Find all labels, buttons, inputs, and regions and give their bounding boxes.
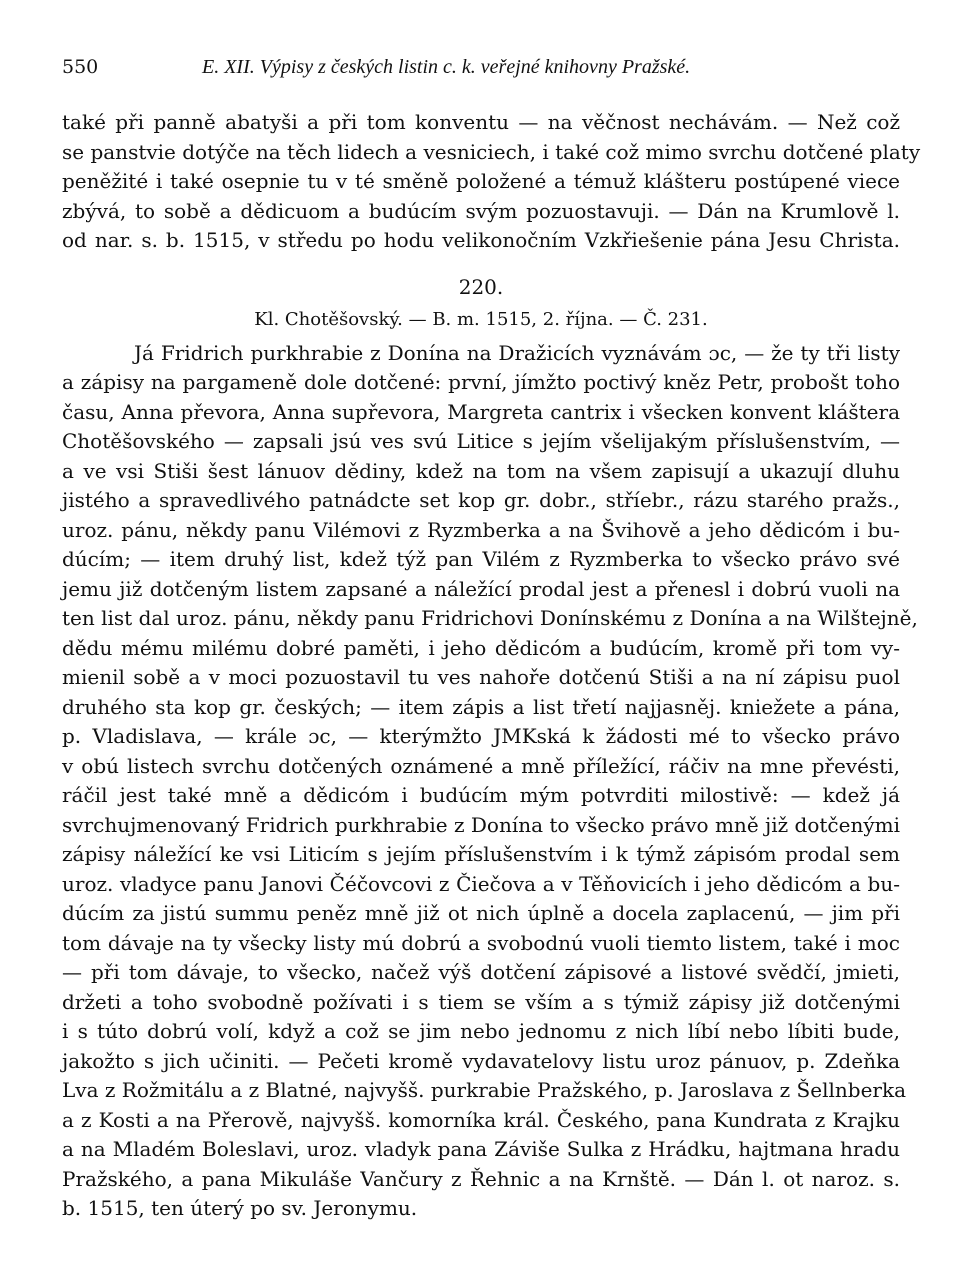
running-title: E. XII. Výpisy z českých listin c. k. veřejné knihovny Pražské. — [202, 56, 691, 78]
paragraph-continuation — [62, 108, 921, 256]
text-line: se panstvie dotýče na těch lidech a vesniciech, i také což mimo svrchu dotčené platy — [62, 139, 921, 164]
text-line: b. 1515, ten úterý po sv. Jeronymu. — [62, 1196, 418, 1220]
text-line: Pražského, a pana Mikuláše Vančury z Řehnic a na Krnště. — Dán l. ot naroz. s. — [62, 1166, 900, 1191]
text-line: a z Kosti a na Přerově, najvyšš. komorníka král. Českého, pana Kundrata z Krajku — [62, 1107, 900, 1132]
document-source-line: Kl. Chotěšovský. — B. m. 1515, 2. října. — Č. 231. — [254, 308, 708, 330]
text-line: a na Mladém Boleslavi, uroz. vladyk pana Záviše Sulka z Hrádku, hajtmana hradu — [62, 1137, 900, 1161]
text-line: — při tom dávaje, to všecko, načež výš dotčení zápisové a listové svědčí, jmieti, — [62, 960, 900, 984]
text-line: držeti a toho svobodně požívati i s tiem se vším a s týmiž zápisy již dotčenými — [62, 989, 900, 1014]
text-line: dúcím; — item druhý list, kdež týž pan Vilém z Ryzmberka to všecko právo své — [62, 547, 900, 571]
text-line: Lva z Rožmitálu a z Blatné, najvyšš. purkrabie Pražského, p. Jaroslava z Šellnberka — [62, 1078, 907, 1102]
text-line: a ve vsi Stiši šest lánuov dědiny, kdež na tom na všem zapisují a ukazují dluhu — [62, 458, 900, 483]
text-line: uroz. pánu, někdy panu Vilémovi z Ryzmberka a na Švihově a jeho dědicóm i bu- — [62, 517, 900, 542]
text-line: od nar. s. b. 1515, v středu po hodu velikonočním Vzkřiešenie pána Jesu Christa. — [62, 228, 900, 252]
text-line: svrchujmenovaný Fridrich purkhrabie z Donína to všecko právo mně již dotčenými — [62, 812, 900, 837]
text-line: uroz. vladyce panu Janovi Čéčovcovi z Čiečova a v Těňovicích i jeho dědicóm a bu- — [62, 871, 900, 896]
text-line: jistého a spravedlivého patnádcte set kop gr. dobr., stříebr., rázu starého pražs., — [62, 488, 900, 512]
text-line: v obú listech svrchu dotčených oznámené a mně příležící, ráčiv na mne převésti, — [62, 753, 900, 778]
text-line: i s túto dobrú volí, když a což se jim nebo jednomu z nich líbí nebo líbiti bude, — [62, 1019, 900, 1043]
document-number: 220. — [458, 274, 504, 299]
page-number: 550 — [62, 56, 99, 78]
text-line: tom dávaje na ty všecky listy mú dobrú a svobodnú vuoli tiemto listem, také i moc — [62, 930, 900, 955]
text-line: ten list dal uroz. pánu, někdy panu Fridrichovi Donínskému z Donína a na Wilštejně, — [62, 606, 918, 630]
text-line: a zápisy na pargameně dole dotčené: první, jímžto poctivý kněz Petr, probošt toho — [62, 370, 900, 394]
text-line: p. Vladislava, — krále ɔc, — kterýmžto JMKská k žádosti mé to všecko právo — [62, 724, 900, 748]
text-line: ráčil jest také mně a dědicóm i budúcím mým potvrditi milostivě: — kdež já — [62, 783, 900, 807]
text-line: dědu mému milému dobré paměti, i jeho dědicóm a budúcím, kromě při tom vy- — [62, 635, 900, 660]
text-line: zápisy náležící ke vsi Liticím s jejím příslušenstvím i k týmž zápisóm prodal sem — [62, 842, 900, 866]
text-line: peněžité i také osepnie tu v té směně položené a témuž klášteru postúpené viece — [62, 169, 900, 193]
text-line: Chotěšovského — zapsali jsú ves svú Litice s jejím všelijakým příslušenstvím, — — [62, 429, 900, 453]
text-line: jakožto s jich učiniti. — Pečeti kromě vydavatelovy listu uroz pánuov, p. Zdeňka — [62, 1048, 900, 1073]
text-line: také při panně abatyši a při tom konventu — na věčnost nechávám. — Než což — [62, 110, 900, 134]
document-text — [62, 339, 918, 1224]
text-line: Já Fridrich purkhrabie z Donína na Dražicích vyznávám ɔc, — že ty tři listy — [134, 340, 900, 365]
text-line: zbývá, to sobě a dědicuom a budúcím svým pozuostavuji. — Dán na Krumlově l. — [62, 198, 900, 223]
text-line: času, Anna převora, Anna supřevora, Margreta cantrix i všecken konvent kláštera — [62, 399, 900, 424]
book-page — [62, 56, 921, 1224]
text-line: mienil sobě a v moci pozuostavil tu ves nahoře dotčenú Stiši a na ní zápisu puol — [62, 665, 900, 689]
text-line: dúcím za jistú summu peněz mně již ot nich úplně a docela zaplacenú, — jim při — [62, 901, 900, 925]
text-line: jemu již dotčeným listem zapsané a náležící prodal jest a přenesl i dobrú vuoli na — [62, 576, 900, 601]
running-head — [62, 56, 900, 92]
text-line: druhého sta kop gr. českých; — item zápis a list třetí najjasněj. kniežete a pána, — [62, 694, 900, 719]
